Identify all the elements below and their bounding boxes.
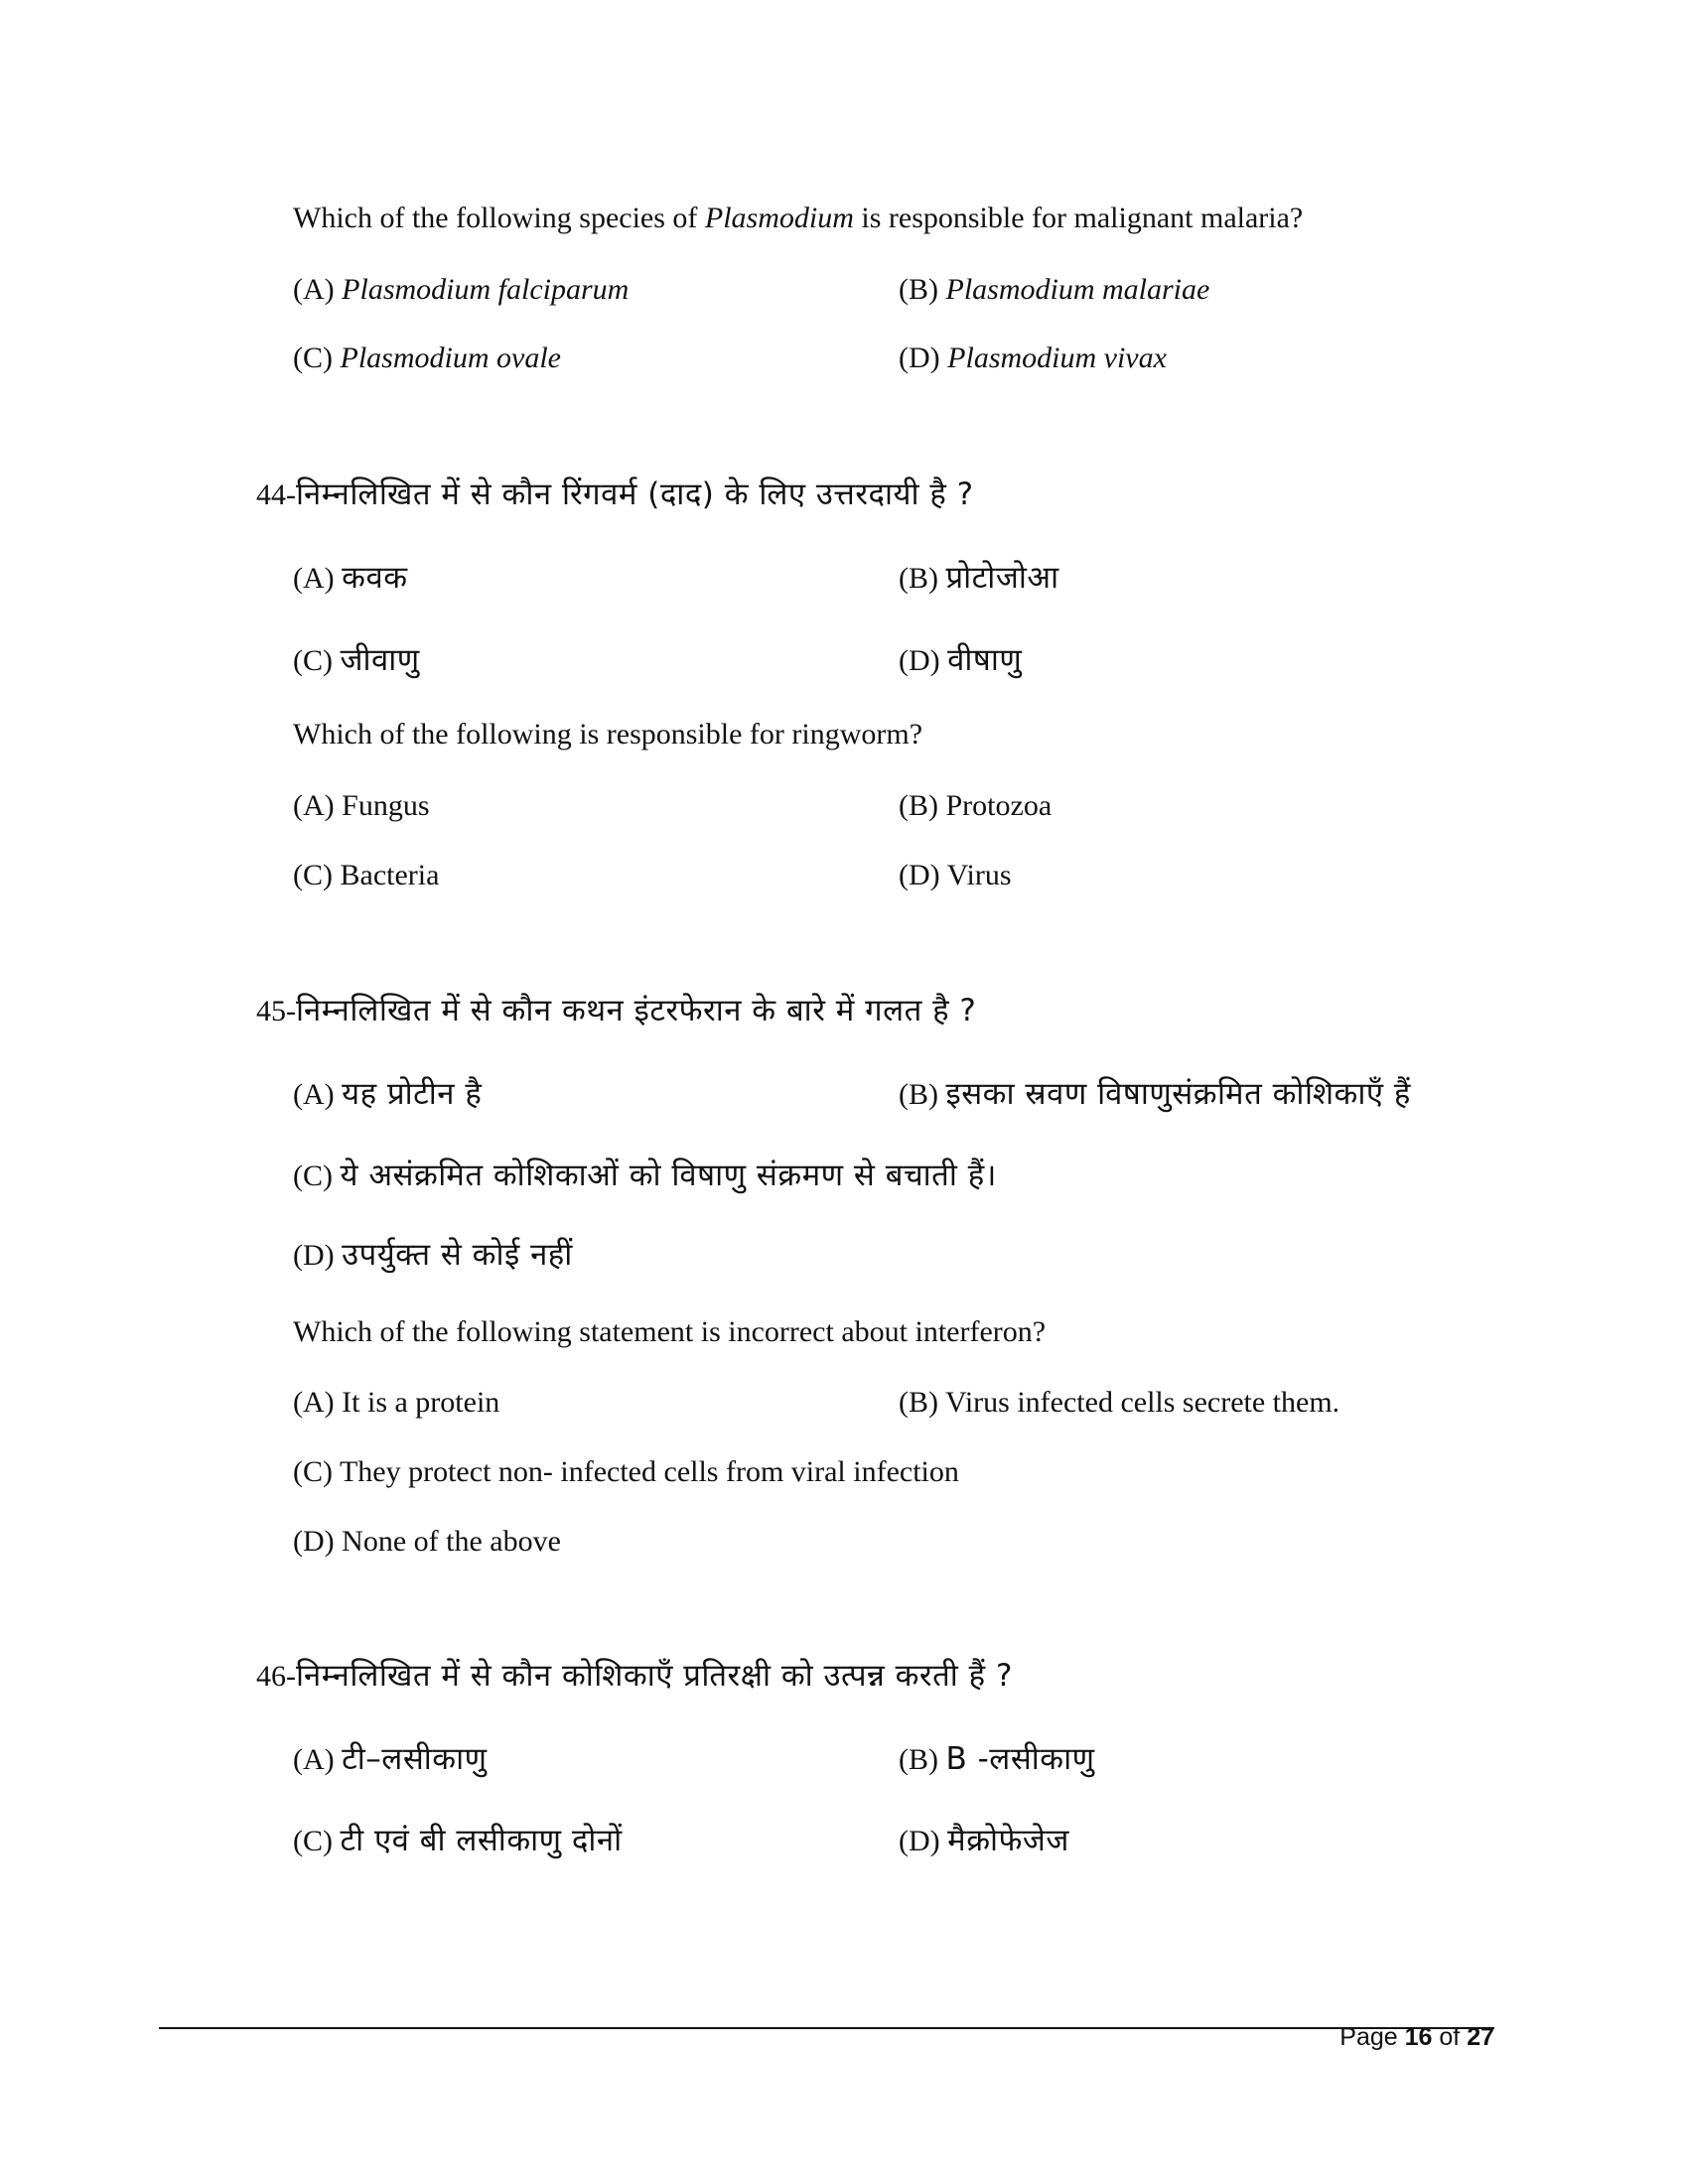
- question-44-hindi: 44-निम्नलिखित में से कौन रिंगवर्म (दाद) के लिए उत्तरदायी है ?: [256, 477, 974, 512]
- question-46-hindi: 46-निम्नलिखित में से कौन कोशिकाएँ प्रतिरक्षी को उत्पन्न करती हैं ?: [256, 1658, 1013, 1694]
- question-44-english: Which of the following is responsible for ringworm?: [293, 718, 923, 751]
- page-number: Page 16 of 27: [1339, 2023, 1494, 2051]
- option-a: (A) Plasmodium falciparum: [293, 273, 630, 306]
- option-b-hindi: (B) इसका स्रवण विषाणुसंक्रमित कोशिकाएँ हैं: [899, 1076, 1411, 1112]
- question-43-text: Which of the following species of Plasmodium is responsible for malignant malaria?: [293, 202, 1304, 234]
- option-c-hindi: (C) टी एवं बी लसीकाणु दोनों: [293, 1823, 623, 1858]
- question-45-hindi: 45-निम्नलिखित में से कौन कथन इंटरफेरान के बारे में गलत है ?: [256, 993, 977, 1028]
- option-a-hindi: (A) यह प्रोटीन है: [293, 1076, 483, 1112]
- option-b: (B) Plasmodium malariae: [899, 273, 1210, 306]
- option-c: (C) They protect non- infected cells from viral infection: [293, 1455, 959, 1488]
- option-d: (D) Virus: [899, 859, 1012, 891]
- footer-divider: [159, 2027, 1494, 2029]
- option-d: (D) Plasmodium vivax: [899, 341, 1167, 374]
- option-c: (C) Plasmodium ovale: [293, 341, 561, 374]
- option-a: (A) Fungus: [293, 789, 430, 822]
- option-c-hindi: (C) जीवाणु: [293, 642, 420, 678]
- option-b: (B) Protozoa: [899, 789, 1053, 822]
- option-b-hindi: (B) प्रोटोजोआ: [899, 560, 1059, 596]
- option-a-hindi: (A) टी–लसीकाणु: [293, 1741, 488, 1777]
- option-b: (B) Virus infected cells secrete them.: [899, 1386, 1340, 1419]
- question-45-english: Which of the following statement is incorrect about interferon?: [293, 1315, 1047, 1348]
- option-a-hindi: (A) कवक: [293, 560, 408, 596]
- option-c: (C) Bacteria: [293, 859, 440, 891]
- option-d: (D) None of the above: [293, 1525, 561, 1558]
- option-d-hindi: (D) उपर्युक्त से कोई नहीं: [293, 1237, 573, 1273]
- option-d-hindi: (D) मैक्रोफेजेज: [899, 1823, 1069, 1858]
- option-b-hindi: (B) B -लसीकाणु: [899, 1741, 1095, 1777]
- option-c-hindi: (C) ये असंक्रमित कोशिकाओं को विषाणु संक्रमण से बचाती हैं।: [293, 1158, 997, 1193]
- option-a: (A) It is a protein: [293, 1386, 500, 1419]
- option-d-hindi: (D) वीषाणु: [899, 642, 1023, 678]
